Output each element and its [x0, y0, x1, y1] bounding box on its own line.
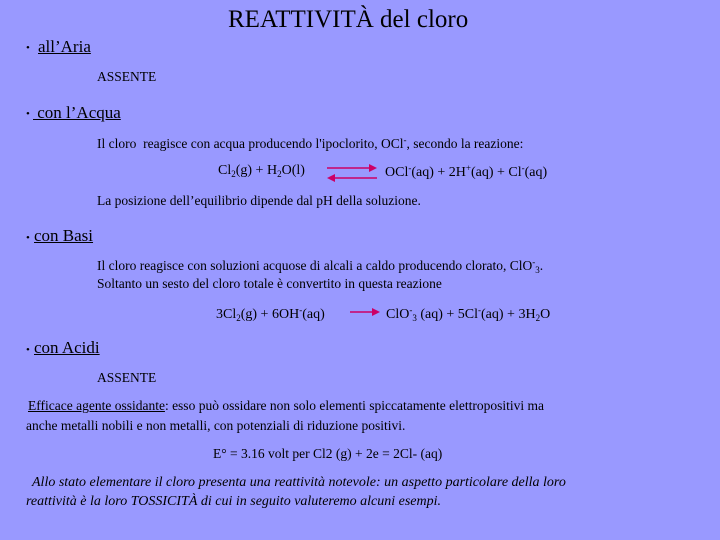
heading-aria: all’Aria [38, 37, 91, 56]
oxidant-line2: anche metalli nobili e non metalli, con potenziali di riduzione positivi. [26, 418, 406, 433]
basi-line2: Soltanto un sesto del cloro totale è convertito in questa reazione [97, 276, 442, 291]
closing-line1: Allo stato elementare il cloro presenta una reattività notevole: un aspetto particolare della loro [32, 475, 566, 490]
bullet-aria: • [26, 42, 30, 54]
heading-basi: con Basi [34, 226, 94, 245]
bullet-basi: • [26, 232, 30, 244]
basi-line1: Il cloro reagisce con soluzioni acquose di alcali a caldo producendo clorato, ClO-$_3$. [97, 257, 544, 275]
basi-equation-right: ClO-$_3$ $(aq) + 5Cl^-(aq) + 3H_2O$ [386, 305, 551, 323]
heading-acidi: con Acidi [34, 338, 100, 357]
bullet-acqua: • [26, 108, 30, 120]
acqua-description: Il cloro reagisce con acqua producendo l'ipoclorito, OCl-, secondo la reazione: [97, 135, 524, 151]
acqua-equation-right: OCl-(aq) + 2H+(aq) + Cl-(aq) [385, 163, 548, 180]
reduction-potential: E° = 3.16 volt per Cl2 (g) + 2e = 2Cl- (aq) [213, 446, 443, 461]
acqua-equation-left: $Cl_2(g) + H_2O(l)$ [218, 163, 305, 179]
heading-acqua: con l’Acqua [33, 103, 121, 122]
acqua-note: La posizione dell’equilibrio dipende dal pH della soluzione. [97, 193, 421, 208]
reaction-arrow-icon [348, 306, 382, 318]
oxidant-line1: Efficace agente ossidante: esso può ossidare non solo elementi spiccatamente elettropositivi ma [28, 398, 544, 413]
basi-equation-left: $3Cl_2(g) + 6OH^-(aq)$ [216, 305, 325, 323]
page-title: REATTIVITÀ del cloro [228, 6, 469, 33]
closing-line2: reattività è la loro TOSSICITÀ di cui in seguito valuteremo alcuni esempi. [26, 494, 442, 509]
equilibrium-arrows-icon [325, 162, 379, 184]
bullet-acidi: • [26, 344, 30, 356]
acidi-text: ASSENTE [97, 370, 157, 385]
aria-text: ASSENTE [97, 69, 157, 84]
